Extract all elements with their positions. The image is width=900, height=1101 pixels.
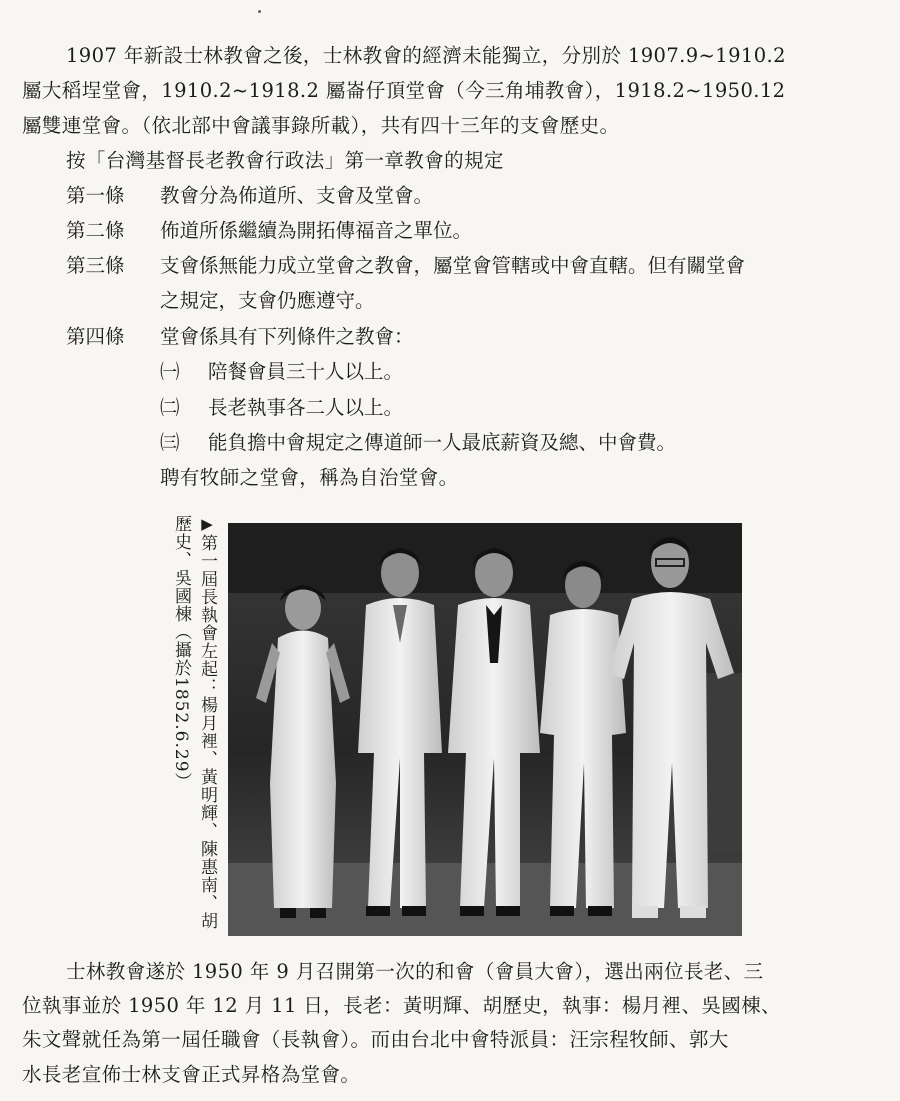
intro-line-2: 屬大稻埕堂會，1910.2~1918.2 屬崙仔頂堂會（今三角埔教會），1918.2~1950.12 [22,79,786,102]
article-label: 第一條 [66,184,125,207]
article-2 [0,217,900,247]
outro-line-4: 水長老宣佈士林支會正式昇格為堂會。 [22,1063,361,1086]
outro-line-2: 位執事並於 1950 年 12 月 11 日，長老：黃明輝、胡歷史，執事：楊月裡、吳國棟、 [22,994,781,1017]
scan-speck [258,10,261,13]
condition-number: ㈡ [160,396,180,419]
group-photo [228,523,742,936]
photo-caption [160,515,220,935]
article-text: 教會分為佈道所、支會及堂會。 [160,184,434,207]
condition-number: ㈠ [160,360,180,383]
article-label: 第二條 [66,219,125,242]
condition-number: ㈢ [160,431,180,454]
article-1 [0,182,900,212]
article-text: 堂會係具有下列條件之教會： [160,325,414,348]
article-4 [0,323,900,353]
condition-text: 長老執事各二人以上。 [208,396,404,419]
caption-text: 第一屆長執會左起：楊月裡、黃明輝、陳惠南、胡歷史、吳國棟（攝於1852.6.29） [171,515,217,930]
condition-1 [0,358,900,388]
caption-marker-icon: ▶ [198,515,216,534]
article-text: 佈道所係繼續為開拓傳福音之單位。 [160,219,473,242]
condition-text: 能負擔中會規定之傳道師一人最底薪資及總、中會費。 [208,431,677,454]
condition-text: 陪餐會員三十人以上。 [208,360,404,383]
article-text: 支會係無能力成立堂會之教會，屬堂會管轄或中會直轄。但有關堂會 [160,254,746,277]
condition-3 [0,429,900,459]
group-photo-illustration [228,523,742,936]
intro-line-1: 1907 年新設士林教會之後，士林教會的經濟未能獨立，分別於 1907.9~1910.2 [66,44,786,67]
outro-line-3: 朱文聲就任為第一屆任職會（長執會）。而由台北中會特派員：汪宗程牧師、郭大 [22,1028,729,1051]
intro-line-4: 按「台灣基督長老教會行政法」第一章教會的規定 [66,149,504,172]
intro-line-3: 屬雙連堂會。（依北部中會議事錄所載），共有四十三年的支會歷史。 [22,114,620,137]
article-text-continued: 之規定，支會仍應遵守。 [160,289,375,312]
closing-line: 聘有牧師之堂會，稱為自治堂會。 [160,466,459,489]
condition-2 [0,394,900,424]
article-label: 第三條 [66,254,125,277]
article-label: 第四條 [66,325,125,348]
article-3 [0,252,900,316]
outro-line-1: 士林教會遂於 1950 年 9 月召開第一次的和會（會員大會），選出兩位長老、三 [66,960,764,983]
